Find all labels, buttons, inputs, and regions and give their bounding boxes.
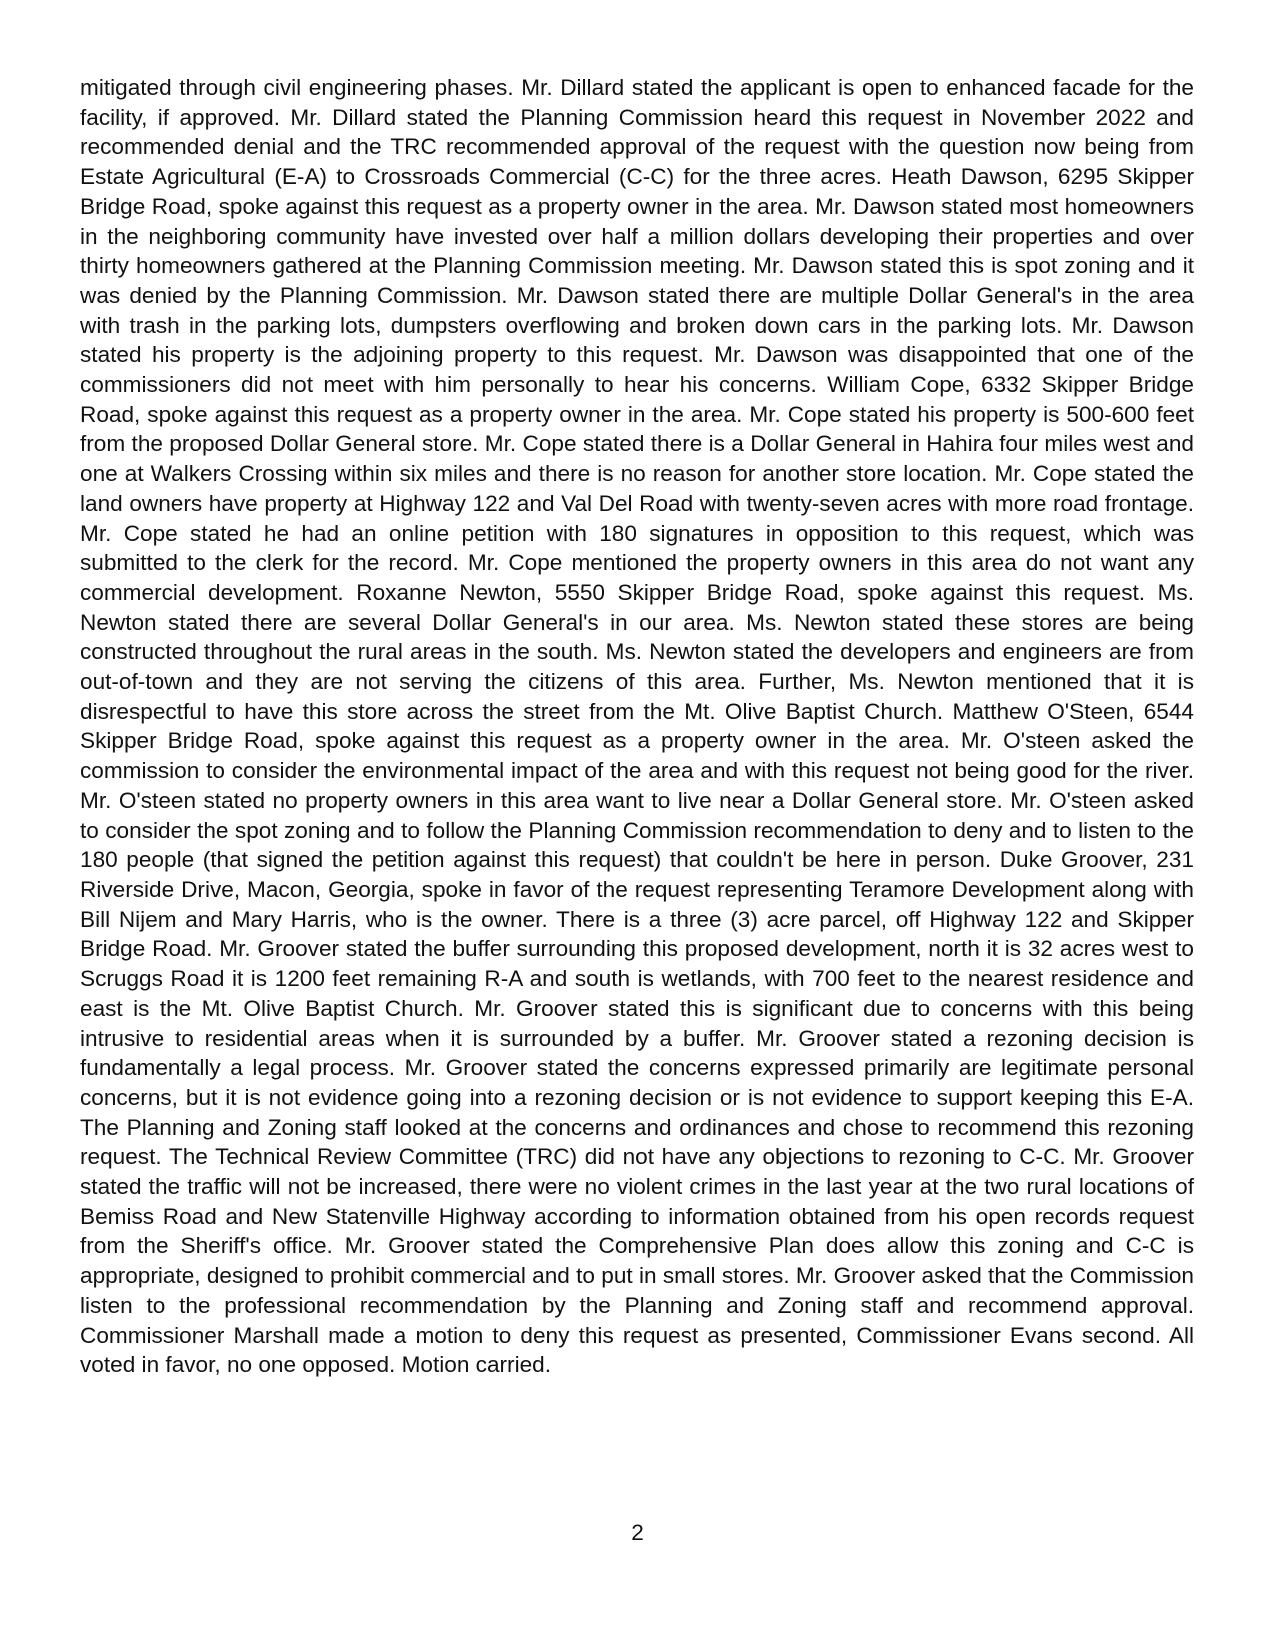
page-number: 2 [631, 1520, 644, 1545]
minutes-paragraph: mitigated through civil engineering phases. Mr. Dillard stated the applicant is open to enhanced facade for the facility, if approved. Mr. Dillard stated the Planning Commission heard this request in November 2022 and recommended denial and the TRC recommended approval of the request with the question now being from Estate Agricultural (E-A) to Crossroads Commercial (C-C) for the three acres. Heath Dawson, 6295 Skipper Bridge Road, spoke against this request as a property owner in the area. Mr. Dawson stated most homeowners in the neighboring community have invested over half a million dollars developing their properties and over thirty homeowners gathered at the Planning Commission meeting. Mr. Dawson stated this is spot zoning and it was denied by the Planning Commission. Mr. Dawson stated there are multiple Dollar General's in the area with trash in the parking lots, dumpsters overflowing and broken down cars in the parking lots. Mr. Dawson stated his property is the adjoining property to this request. Mr. Dawson was disappointed that one of the commissioners did not meet with him personally to hear his concerns. William Cope, 6332 Skipper Bridge Road, spoke against this request as a property owner in the area. Mr. Cope stated his property is 500-600 feet from the proposed Dollar General store. Mr. Cope stated there is a Dollar General in Hahira four miles west and one at Walkers Crossing within six miles and there is no reason for another store location. Mr. Cope stated the land owners have property at Highway 122 and Val Del Road with twenty-seven acres with more road frontage. Mr. Cope stated he had an online petition with 180 signatures in opposition to this request, which was submitted to the clerk for the record. Mr. Cope mentioned the property owners in this area do not want any commercial development. Roxanne Newton, 5550 Skipper Bridge Road, spoke against this request. Ms. Newton stated there are several Dollar General's in our area. Ms. Newton stated these stores are being constructed throughout the rural areas in the south. Ms. Newton stated the developers and engineers are from out-of-town and they are not serving the citizens of this area. Further, Ms. Newton mentioned that it is disrespectful to have this store across the street from the Mt. Olive Baptist Church. Matthew O'Steen, 6544 Skipper Bridge Road, spoke against this request as a property owner in the area. Mr. O'steen asked the commission to consider the environmental impact of the area and with this request not being good for the river. Mr. O'steen stated no property owners in this area want to live near a Dollar General store. Mr. O'steen asked to consider the spot zoning and to follow the Planning Commission recommendation to deny and to listen to the 180 people (that signed the petition against this request) that couldn't be here in person. Duke Groover, 231 Riverside Drive, Macon, Georgia, spoke in favor of the request representing Teramore Development along with Bill Nijem and Mary Harris, who is the owner. There is a three (3) acre parcel, off Highway 122 and Skipper Bridge Road. Mr. Groover stated the buffer surrounding this proposed development, north it is 32 acres west to Scruggs Road it is 1200 feet remaining R-A and south is wetlands, with 700 feet to the nearest residence and east is the Mt. Olive Baptist Church. Mr. Groover stated this is significant due to concerns with this being intrusive to residential areas when it is surrounded by a buffer. Mr. Groover stated a rezoning decision is fundamentally a legal process. Mr. Groover stated the concerns expressed primarily are legitimate personal concerns, but it is not evidence going into a rezoning decision or is not evidence to support keeping this E-A. The Planning and Zoning staff looked at the concerns and ordinances and chose to recommend this rezoning request. The Technical Review Committee (TRC) did not have any objections to rezoning to C-C. Mr. Groover stated the traffic will not be increased, there were no violent crimes in the last year at the two rural locations of Bemiss Road and New Statenville Highway according to information obtained from his open records request from the Sheriff's office. Mr. Groover stated the Comprehensive Plan does allow this zoning and C-C is appropriate, designed to prohibit commercial and to put in small stores. Mr. Groover asked that the Commission listen to the professional recommendation by the Planning and Zoning staff and recommend approval. Commissioner Marshall made a motion to deny this request as presented, Commissioner Evans second. All voted in favor, no one opposed. Motion carried. [80, 75, 1194, 1378]
